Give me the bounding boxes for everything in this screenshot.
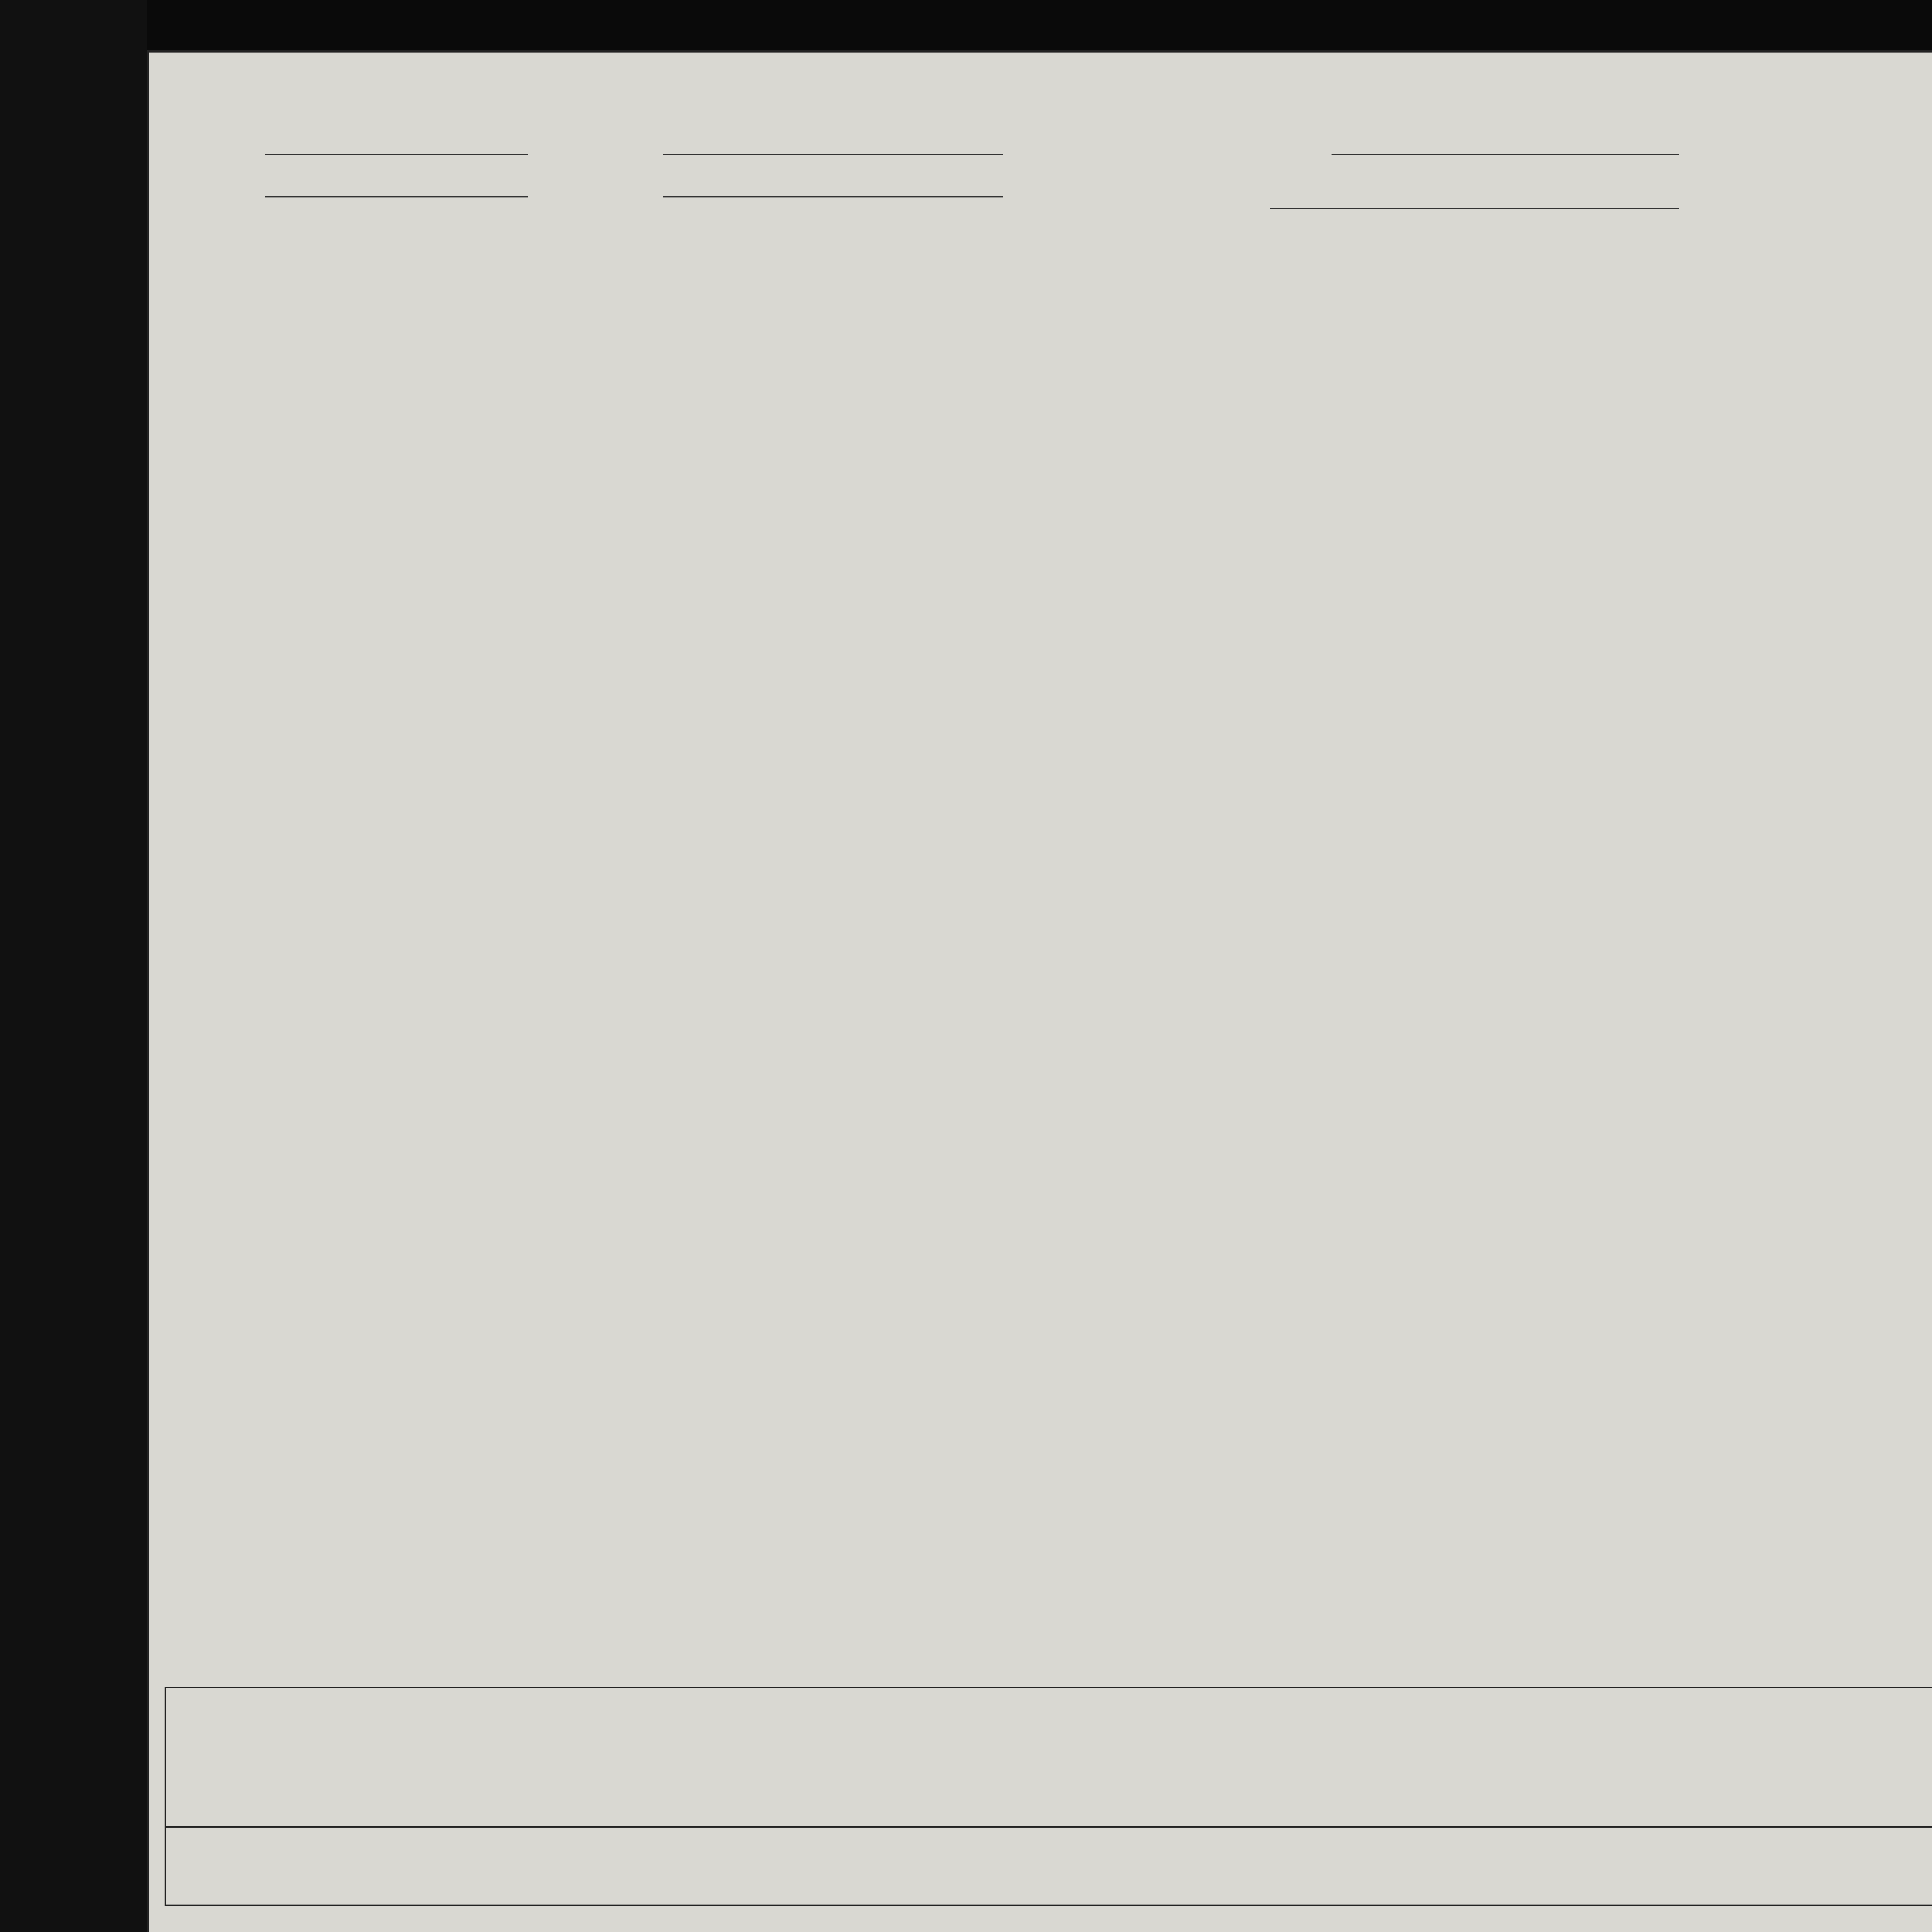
population-table [149, 238, 1932, 1668]
scan-border-left [0, 0, 147, 1932]
supplementary-section [149, 1687, 1932, 1919]
census-sheet [147, 50, 1932, 1932]
